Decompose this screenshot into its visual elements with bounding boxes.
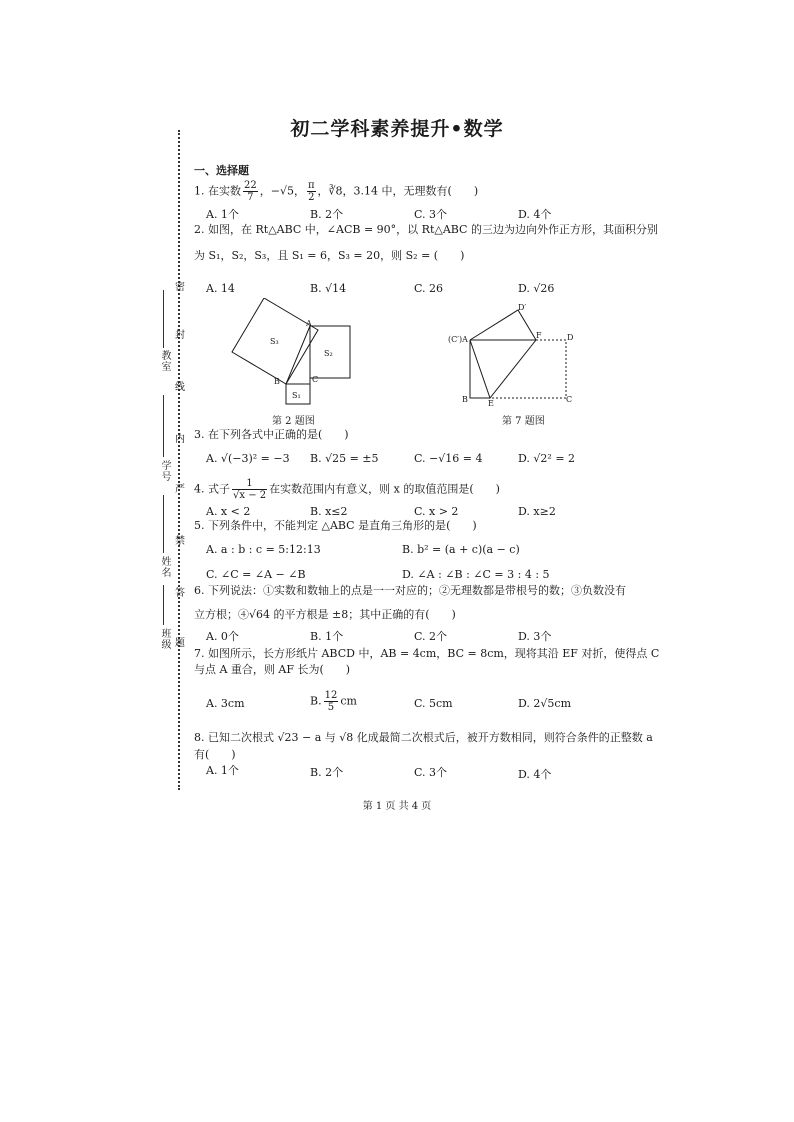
fig7-label-ca: (C′)A	[448, 335, 468, 344]
label-name: 姓名	[159, 556, 170, 578]
page-footer: 第 1 页 共 4 页	[362, 801, 432, 812]
seal-char-2: 封	[175, 330, 185, 341]
q6-option-c: C. 2个	[414, 630, 448, 643]
page-title: 初二学科素养提升•数学	[290, 118, 504, 140]
q3-option-b: B. √25 = ±5	[310, 452, 379, 465]
q8-option-a: A. 1个	[206, 764, 239, 777]
q1-option-a: A. 1个	[206, 208, 239, 221]
q8-option-d: D. 4个	[518, 768, 552, 781]
question-7-line-1: 7. 如图所示，长方形纸片 ABCD 中，AB = 4cm，BC = 8cm，现将其沿 EF 对折，使得点 C	[194, 647, 660, 660]
seal-char-7: 答	[175, 588, 185, 599]
question-5: 5. 下列条件中，不能判定 △ABC 是直角三角形的是( )	[194, 519, 477, 532]
label-student-id: 学号	[159, 460, 170, 482]
q8-option-b: B. 2个	[310, 766, 344, 779]
question-8-line-2: 有( )	[194, 748, 236, 761]
fig2-label-s2: S₂	[324, 349, 333, 358]
q5-option-b: B. b² = (a + c)(a − c)	[402, 543, 520, 556]
q6-option-d: D. 3个	[518, 630, 552, 643]
binding-dotted-line	[178, 130, 180, 790]
figure-2-caption: 第 2 题图	[272, 416, 315, 427]
seal-char-6: 禁	[175, 536, 185, 547]
q2-option-d: D. √26	[518, 282, 555, 295]
section-heading: 一、选择题	[194, 164, 249, 177]
seal-char-8: 题	[175, 638, 185, 649]
q7-option-b: B. $\frac{12}{5}$ cm	[310, 690, 357, 713]
q1-option-d: D. 4个	[518, 208, 552, 221]
fig2-label-b: B	[274, 377, 280, 386]
seal-char-5: 严	[175, 484, 185, 495]
question-7-line-2: 与点 A 重合，则 AF 长为( )	[194, 663, 351, 676]
label-classroom: 教室	[159, 350, 170, 372]
seal-char-4: 内	[175, 434, 185, 445]
q7-option-a: A. 3cm	[206, 697, 245, 710]
q2-option-a: A. 14	[206, 282, 235, 295]
question-4: 4. 式子 $\frac{1}{√x - 2}$ 在实数范围内有意义，则 x 的取值范围是( )	[194, 478, 500, 501]
fig7-label-d1: D′	[518, 303, 527, 312]
q6-option-a: A. 0个	[206, 630, 239, 643]
q6-option-b: B. 1个	[310, 630, 344, 643]
question-8-line-1: 8. 已知二次根式 √23 − a 与 √8 化成最简二次根式后，被开方数相同，则符合条件的正整数 a	[194, 731, 653, 744]
fig7-label-e: E	[488, 399, 494, 408]
q4-option-b: B. x≤2	[310, 505, 348, 518]
question-3: 3. 在下列各式中正确的是( )	[194, 428, 349, 441]
class-line	[163, 585, 164, 625]
fig2-label-s3: S₃	[270, 337, 279, 346]
q7-option-c: C. 5cm	[414, 697, 453, 710]
q4-option-d: D. x≥2	[518, 505, 556, 518]
question-6-line-2: 立方根；④√64 的平方根是 ±8；其中正确的有( )	[194, 608, 456, 621]
q3-option-c: C. −√16 = 4	[414, 452, 483, 465]
fig7-label-d: D	[567, 333, 574, 342]
label-class: 班级	[159, 628, 170, 650]
student-id-line	[163, 395, 164, 457]
figure-7-folded-rectangle	[448, 300, 578, 408]
figure-2-squares	[230, 298, 360, 408]
fig2-label-s1: S₁	[292, 391, 301, 400]
q8-option-c: C. 3个	[414, 766, 448, 779]
question-6-line-1: 6. 下列说法：①实数和数轴上的点是一一对应的；②无理数都是带根号的数；③负数没有	[194, 584, 626, 597]
figure-7-caption: 第 7 题图	[502, 416, 545, 427]
seal-char-1: 密	[175, 282, 185, 293]
q4-option-c: C. x > 2	[414, 505, 459, 518]
seal-char-3: 线	[175, 382, 185, 393]
q3-option-d: D. √2² = 2	[518, 452, 576, 465]
question-2-line-2: 为 S₁，S₂，S₃，且 S₁ = 6，S₃ = 20，则 S₂ = ( )	[194, 249, 465, 262]
fig2-label-c: C	[312, 375, 319, 384]
fig7-label-b: B	[462, 395, 468, 404]
fig2-label-a: A	[306, 319, 312, 328]
q5-option-c: C. ∠C = ∠A − ∠B	[206, 568, 306, 581]
q1-option-c: C. 3个	[414, 208, 448, 221]
q2-option-b: B. √14	[310, 282, 347, 295]
q4-option-a: A. x < 2	[206, 505, 251, 518]
q7-option-d: D. 2√5cm	[518, 697, 572, 710]
classroom-line	[163, 290, 164, 348]
fig7-label-c: C	[566, 395, 573, 404]
question-2-line-1: 2. 如图，在 Rt△ABC 中，∠ACB = 90°，以 Rt△ABC 的三边为边向外作正方形，其面积分别	[194, 223, 658, 236]
name-line	[163, 495, 164, 553]
question-1: 1. 在实数 $\frac{22}{7}$ ，−√5， $\frac{\pi}{2}$ ，∛8，3.14 中，无理数有( )	[194, 180, 479, 203]
q3-option-a: A. √(−3)² = −3	[206, 452, 290, 465]
q5-option-d: D. ∠A : ∠B : ∠C = 3 : 4 : 5	[402, 568, 550, 581]
q2-option-c: C. 26	[414, 282, 444, 295]
fig7-label-f: F	[536, 331, 542, 340]
q5-option-a: A. a : b : c = 5:12:13	[206, 543, 321, 556]
q1-option-b: B. 2个	[310, 208, 344, 221]
